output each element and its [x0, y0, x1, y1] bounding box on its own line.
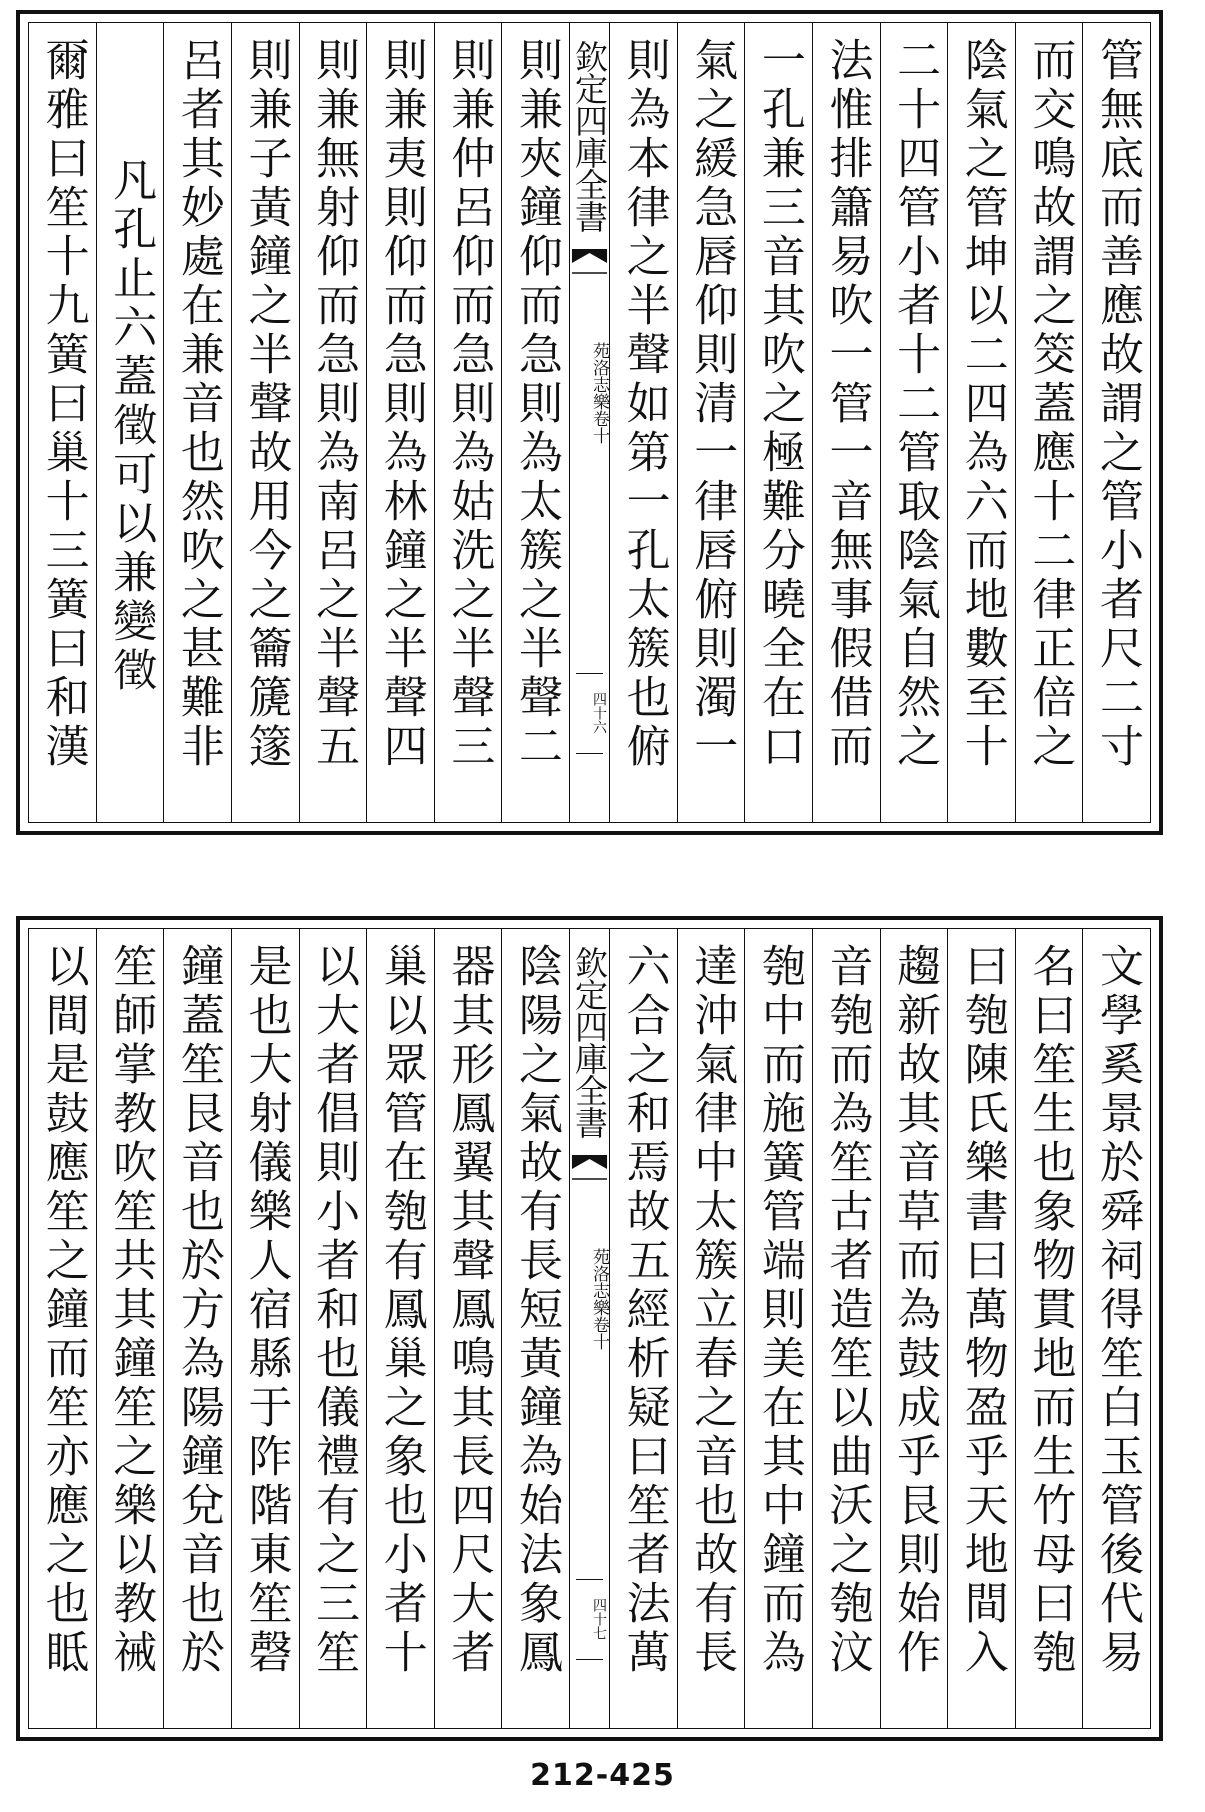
text-column: 而交鳴故謂之筊蓋應十二律正倍之: [1015, 23, 1083, 822]
text-column: 是也大射儀樂人宿縣于阼階東笙磬: [231, 929, 299, 1728]
text-column: 一孔兼三音其吹之極難分曉全在口: [744, 23, 812, 822]
top-page-frame: [28, 22, 1151, 823]
text-column: 則兼夷則仰而急則為林鐘之半聲四: [366, 23, 434, 822]
fish-tail-mark-icon: [570, 247, 609, 277]
spine-book-title: 苑洛志樂 卷十: [589, 342, 609, 444]
text-column: 爾雅曰笙十九簧曰巢十三簧曰和漢: [37, 37, 89, 772]
text-column: 呂者其妙處在兼音也然吹之甚難非: [163, 23, 231, 822]
bottom-page-frame: [28, 928, 1151, 1729]
text-column: 文學奚景於舜祠得笙白玉管後代易: [1082, 929, 1150, 1728]
text-column: 則兼仲呂仰而急則為姑洗之半聲三: [434, 23, 502, 822]
bottom-page-columns: [29, 929, 1150, 1728]
spine-rule: [576, 673, 603, 674]
text-column: 以大者倡則小者和也儀禮有之三笙: [299, 929, 367, 1728]
text-column: 則兼夾鐘仰而急則為太簇之半聲二: [501, 23, 569, 822]
text-column: 以間是鼓應笙之鐘而笙亦應之也眡: [37, 943, 89, 1678]
spine-title: 欽定四庫全書: [570, 40, 609, 232]
text-column: 器其形鳳翼其聲鳳鳴其長四尺大者: [434, 929, 502, 1728]
text-column: 陰陽之氣故有長短黃鐘為始法象鳳: [501, 929, 569, 1728]
spine-rule: [576, 753, 603, 754]
text-column: 氣之緩急唇仰則清一律唇俯則濁一: [677, 23, 745, 822]
text-column: 達沖氣律中太簇立春之音也故有長: [677, 929, 745, 1728]
text-column: 則兼無射仰而急則為南呂之半聲五: [299, 23, 367, 822]
spine-folio: 四十六: [591, 692, 607, 734]
book-spine: [569, 23, 609, 822]
top-page: [16, 10, 1163, 835]
text-column: 巢以眾管在匏有鳳巢之象也小者十: [366, 929, 434, 1728]
text-column: 凡孔止六蓋徵可以兼變徵: [96, 23, 164, 822]
text-column: 名曰笙生也象物貫地而生竹母曰匏: [1015, 929, 1083, 1728]
spine-title: 欽定四庫全書: [570, 946, 609, 1138]
text-column: 則為本律之半聲如第一孔太簇也俯: [609, 23, 677, 822]
spine-rule: [576, 1579, 603, 1580]
text-column: 曰匏陳氏樂書曰萬物盈乎天地間入: [947, 929, 1015, 1728]
spine-folio: 四十七: [591, 1598, 607, 1640]
text-column: 笙師掌教吹笙共其鐘笙之樂以教祴: [96, 929, 164, 1728]
book-spine: [569, 929, 609, 1728]
bottom-page: [16, 916, 1163, 1741]
top-page-columns: [29, 23, 1150, 822]
text-column: 陰氣之管坤以二四為六而地數至十: [947, 23, 1015, 822]
text-column: 管無底而善應故謂之管小者尺二寸: [1082, 23, 1150, 822]
text-column: 匏中而施簧管端則美在其中鐘而為: [744, 929, 812, 1728]
text-column: 趨新故其音草而為鼓成乎艮則始作: [880, 929, 948, 1728]
spine-rule: [576, 1659, 603, 1660]
fish-tail-mark-icon: [570, 1153, 609, 1183]
text-column: 二十四管小者十二管取陰氣自然之: [880, 23, 948, 822]
text-column: 法惟排簫易吹一管一音無事假借而: [812, 23, 880, 822]
text-column: 六合之和焉故五經析疑曰笙者法萬: [609, 929, 677, 1728]
text-column: 鐘蓋笙艮音也於方為陽鐘兌音也於: [163, 929, 231, 1728]
text-column: 則兼子黃鐘之半聲故用今之籥篪篴: [231, 23, 299, 822]
spine-book-title: 苑洛志樂 卷十: [589, 1248, 609, 1350]
page-number: 212-425: [530, 1758, 675, 1793]
text-column: 音匏而為笙古者造笙以曲沃之匏汶: [812, 929, 880, 1728]
